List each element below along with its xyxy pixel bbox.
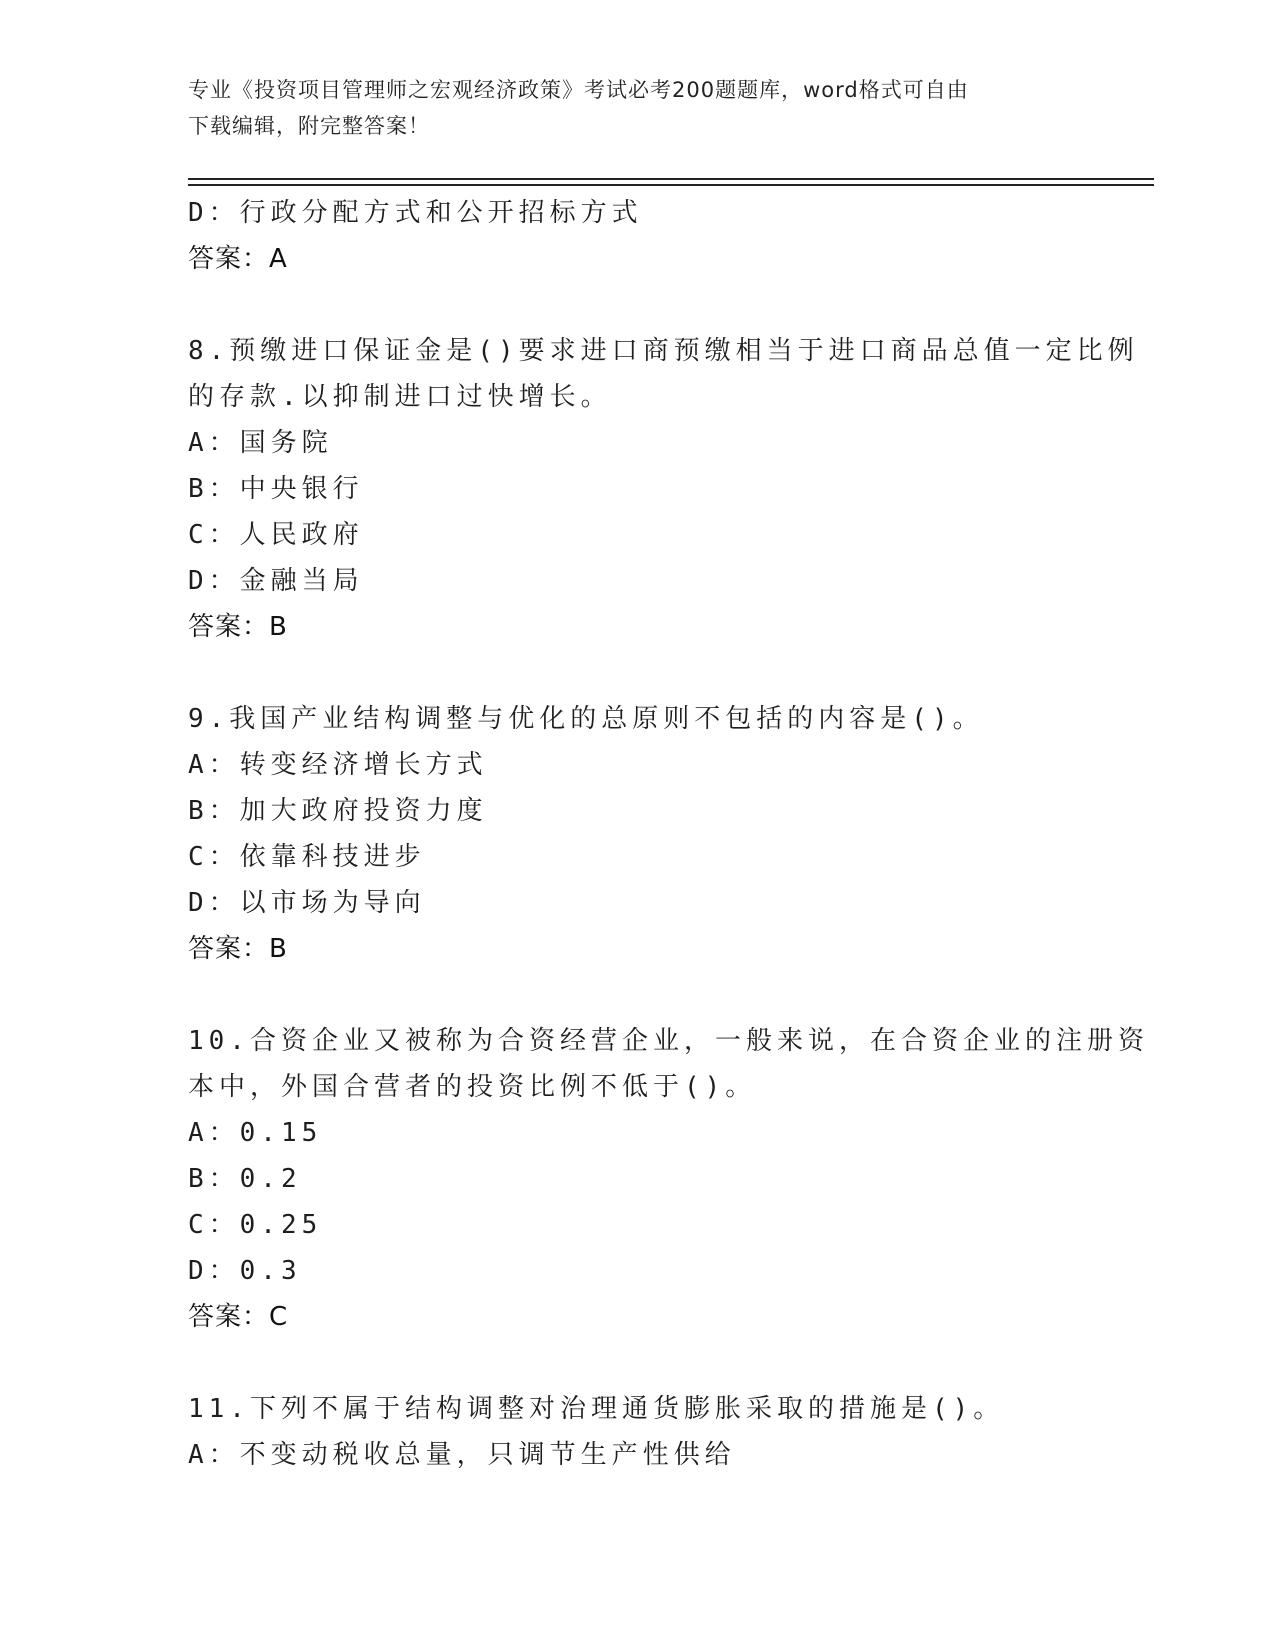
spacer	[188, 650, 1088, 696]
question-10	[188, 1018, 1149, 1340]
question-7	[188, 190, 1088, 282]
spacer	[188, 972, 1088, 1018]
option-a: A：不变动税收总量，只调节生产性供给	[188, 1440, 736, 1470]
option-d: D：金融当局	[188, 566, 364, 596]
header-rule-bottom	[188, 184, 1154, 186]
question-stem: 11.下列不属于结构调整对治理通货膨胀采取的措施是()。	[188, 1394, 1005, 1424]
answer: 答案：A	[188, 244, 288, 274]
option-d: D：以市场为导向	[188, 888, 426, 918]
question-stem: 10.合资企业又被称为合资经营企业，一般来说，在合资企业的注册资	[188, 1026, 1149, 1056]
question-stem-continued: 本中，外国合营者的投资比例不低于()。	[188, 1072, 757, 1102]
answer: 答案：B	[188, 934, 288, 964]
question-stem: 8.预缴进口保证金是()要求进口商预缴相当于进口商品总值一定比例	[188, 336, 1139, 366]
option-d: D：行政分配方式和公开招标方式	[188, 198, 643, 228]
answer: 答案：B	[188, 612, 288, 642]
option-a: A：国务院	[188, 428, 333, 458]
answer: 答案：C	[188, 1302, 289, 1332]
option-c: C：0.25	[188, 1210, 323, 1240]
spacer	[188, 1340, 1088, 1386]
header-rule-top	[188, 178, 1154, 180]
option-b: B：加大政府投资力度	[188, 796, 488, 826]
option-b: B：中央银行	[188, 474, 364, 504]
option-a: A：转变经济增长方式	[188, 750, 488, 780]
question-9	[188, 696, 1088, 972]
option-b: B：0.2	[188, 1164, 302, 1194]
question-stem-continued: 的存款.以抑制进口过快增长。	[188, 382, 612, 412]
option-d: D：0.3	[188, 1256, 302, 1286]
spacer	[188, 282, 1088, 328]
question-8	[188, 328, 1139, 650]
option-c: C：依靠科技进步	[188, 842, 426, 872]
option-a: A：0.15	[188, 1118, 323, 1148]
question-list	[188, 190, 1149, 1478]
question-stem: 9.我国产业结构调整与优化的总原则不包括的内容是()。	[188, 704, 984, 734]
option-c: C：人民政府	[188, 520, 364, 550]
document-header	[188, 72, 1068, 144]
header-line-1: 专业《投资项目管理师之宏观经济政策》考试必考200题题库，word格式可自由	[188, 78, 969, 102]
header-line-2: 下载编辑，附完整答案！	[188, 114, 430, 138]
question-11	[188, 1386, 1088, 1478]
